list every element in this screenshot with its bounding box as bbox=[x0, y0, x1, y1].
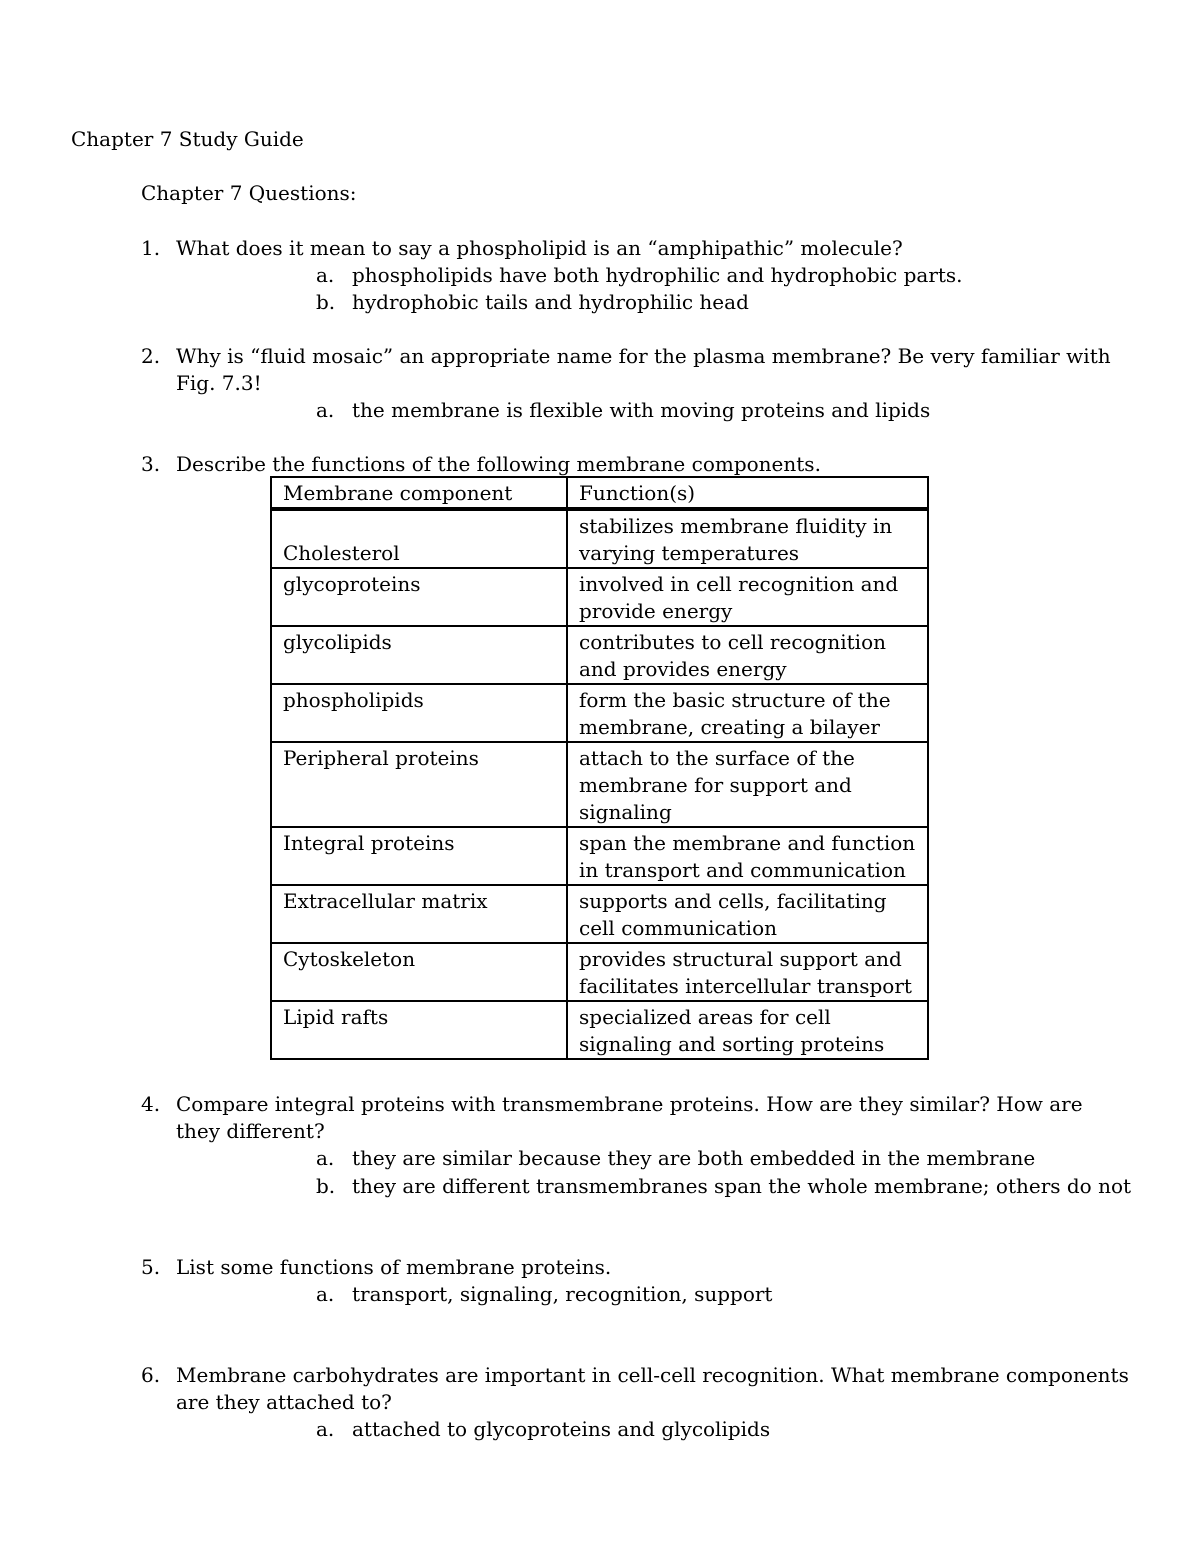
component-cell: Peripheral proteins bbox=[271, 742, 567, 827]
table-row bbox=[271, 943, 928, 1001]
table-row bbox=[271, 626, 928, 684]
answer-text: phospholipids have both hydrophilic and hydrophobic parts. bbox=[352, 263, 963, 287]
question-text: Describe the functions of the following membrane components. bbox=[176, 452, 821, 476]
answer-letter: a. bbox=[316, 1417, 335, 1441]
component-cell: Lipid rafts bbox=[271, 1001, 567, 1059]
function-cell: stabilizes membrane fluidity in varying temperatures bbox=[567, 509, 928, 568]
component-cell: glycoproteins bbox=[271, 568, 567, 626]
question-number: 3. bbox=[141, 452, 161, 476]
function-cell: provides structural support and facilitates intercellular transport bbox=[567, 943, 928, 1001]
function-cell: contributes to cell recognition and provides energy bbox=[567, 626, 928, 684]
question-text: Membrane carbohydrates are important in cell-cell recognition. What membrane components bbox=[176, 1363, 1129, 1387]
table-row bbox=[271, 742, 928, 827]
question-text-continued: they different? bbox=[176, 1119, 325, 1143]
table-row bbox=[271, 827, 928, 885]
answer-text: transport, signaling, recognition, support bbox=[352, 1282, 773, 1306]
component-cell: glycolipids bbox=[271, 626, 567, 684]
component-cell: Cholesterol bbox=[271, 509, 567, 568]
question-text: Why is “fluid mosaic” an appropriate name for the plasma membrane? Be very familiar with bbox=[176, 344, 1111, 368]
answer-letter: a. bbox=[316, 1146, 335, 1170]
table-header-cell: Membrane component bbox=[271, 477, 567, 509]
question-number: 4. bbox=[141, 1092, 161, 1116]
component-cell: phospholipids bbox=[271, 684, 567, 742]
question-number: 1. bbox=[141, 236, 161, 260]
question-text: Compare integral proteins with transmembrane proteins. How are they similar? How are bbox=[176, 1092, 1083, 1116]
question-text: What does it mean to say a phospholipid is an “amphipathic” molecule? bbox=[176, 236, 903, 260]
component-cell: Integral proteins bbox=[271, 827, 567, 885]
function-cell: supports and cells, facilitating cell communication bbox=[567, 885, 928, 943]
answer-text: hydrophobic tails and hydrophilic head bbox=[352, 290, 749, 314]
answer-letter: a. bbox=[316, 263, 335, 287]
section-heading: Chapter 7 Questions: bbox=[141, 181, 357, 205]
table-row bbox=[271, 885, 928, 943]
answer-letter: a. bbox=[316, 398, 335, 422]
table-header-cell: Function(s) bbox=[567, 477, 928, 509]
question-number: 6. bbox=[141, 1363, 161, 1387]
table-row bbox=[271, 509, 928, 568]
table-row bbox=[271, 568, 928, 626]
question-text-continued: Fig. 7.3! bbox=[176, 371, 262, 395]
answer-letter: a. bbox=[316, 1282, 335, 1306]
document-title: Chapter 7 Study Guide bbox=[71, 127, 304, 151]
table-header-row bbox=[271, 477, 928, 509]
answer-letter: b. bbox=[316, 1174, 336, 1198]
answer-text: they are similar because they are both embedded in the membrane bbox=[352, 1146, 1036, 1170]
question-number: 2. bbox=[141, 344, 161, 368]
component-cell: Cytoskeleton bbox=[271, 943, 567, 1001]
component-cell: Extracellular matrix bbox=[271, 885, 567, 943]
answer-text: attached to glycoproteins and glycolipids bbox=[352, 1417, 771, 1441]
table-row bbox=[271, 684, 928, 742]
function-cell: specialized areas for cell signaling and sorting proteins bbox=[567, 1001, 928, 1059]
function-cell: span the membrane and function in transport and communication bbox=[567, 827, 928, 885]
question-text: List some functions of membrane proteins. bbox=[176, 1255, 612, 1279]
function-cell: attach to the surface of the membrane for support and signaling bbox=[567, 742, 928, 827]
function-cell: involved in cell recognition and provide energy bbox=[567, 568, 928, 626]
answer-letter: b. bbox=[316, 290, 336, 314]
question-text-continued: are they attached to? bbox=[176, 1390, 392, 1414]
table-row bbox=[271, 1001, 928, 1059]
question-number: 5. bbox=[141, 1255, 161, 1279]
function-cell: form the basic structure of the membrane, creating a bilayer bbox=[567, 684, 928, 742]
answer-text: the membrane is flexible with moving proteins and lipids bbox=[352, 398, 931, 422]
answer-text: they are different transmembranes span the whole membrane; others do not bbox=[352, 1174, 1132, 1198]
membrane-components-table bbox=[270, 476, 929, 1060]
